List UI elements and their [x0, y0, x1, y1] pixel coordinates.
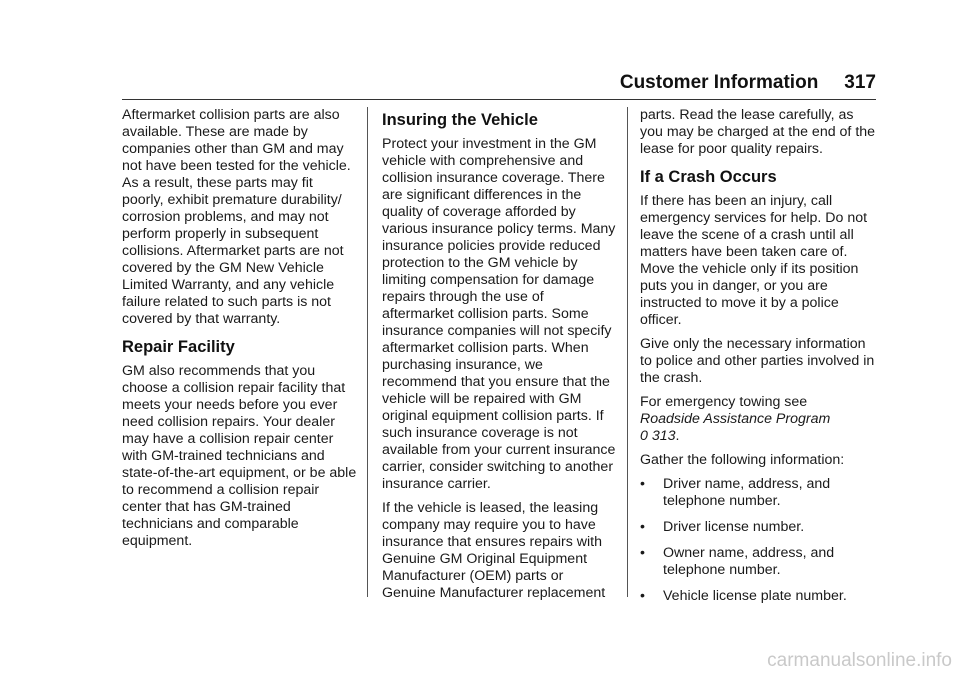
repair-facility-paragraph: GM also recommends that you choose a collision repair facility that meets your needs before you ever need collision repairs. Your dealer may have a collision repair center with GM-trained technicians and state-of-the-art equipment, or be able to recommend a collision repair center that has GM-trained technicians and comparable equipment. — [122, 363, 357, 549]
column-divider-2 — [627, 107, 628, 597]
aftermarket-paragraph: Aftermarket collision parts are also available. These are made by companies other than GM and may not have been tested for the vehicle. As a result, these parts may fit poorly, exhibit premature durability/ corrosion problems, and may not perform properly in subsequent collisions. Aftermarket parts are not covered by the GM New Vehicle Limited Warranty, and any vehicle failure related to such parts is not covered by that warranty. — [122, 107, 351, 327]
bullet-icon: • — [640, 519, 645, 535]
list-item-text: Driver name, address, and telephone number. — [663, 476, 831, 509]
insuring-paragraph: Protect your investment in the GM vehicle with comprehensive and collision insurance coverage. There are significant differences in the quality of coverage afforded by various insurance policy terms. Many insurance policies provide reduced protection to the GM vehicle by limiting compensation for damage repairs through the use of aftermarket collision parts. Some insurance companies will not specify aftermarket collision parts. When purchasing insurance, we recommend that you ensure that the vehicle will be repaired with GM original equipment collision parts. If such insurance coverage is not available from your current insurance carrier, consider switching to another insurance carrier. — [382, 136, 616, 492]
page-ref-icon: 0 — [640, 428, 648, 444]
list-item-text: Driver license number. — [663, 519, 805, 535]
bullet-icon: • — [640, 588, 645, 604]
watermark: carmanualsonline.info — [767, 650, 952, 671]
lease-continued-paragraph: parts. Read the lease carefully, as you may be charged at the end of the lease for poor quality repairs. — [640, 107, 876, 157]
page-ref-number[interactable]: 313 — [651, 428, 676, 444]
list-item-text: Owner name, address, and telephone number. — [663, 545, 835, 578]
column-left — [122, 107, 358, 557]
list-item — [640, 588, 876, 605]
leased-paragraph: If the vehicle is leased, the leasing company may require you to have insurance that ensures repairs with Genuine GM Original Equipment Manufacturer (OEM) parts or Genuine Manufacturer replacement — [382, 500, 606, 601]
page-number: 317 — [844, 72, 876, 93]
crash-paragraph: If there has been an injury, call emergency services for help. Do not leave the scene of a crash until all matters have been taken care of. Move the vehicle only if its position puts you in danger, or you are instructed to move it by a police officer. — [640, 193, 868, 328]
header-divider — [122, 99, 876, 100]
list-item — [640, 545, 876, 579]
towing-paragraph — [640, 394, 876, 445]
towing-prefix: For emergency towing see — [640, 394, 808, 410]
towing-end: . — [675, 428, 680, 444]
list-item — [640, 476, 876, 510]
police-paragraph: Give only the necessary information to police and other parties involved in the crash. — [640, 336, 875, 386]
roadside-assistance-link[interactable]: Roadside Assistance Program — [640, 411, 831, 427]
gather-info-paragraph: Gather the following information: — [640, 452, 845, 468]
bullet-icon: • — [640, 476, 645, 492]
repair-facility-heading: Repair Facility — [122, 338, 235, 356]
section-title: Customer Information — [619, 72, 819, 93]
bullet-icon: • — [640, 545, 645, 561]
list-item-text: Vehicle license plate number. — [663, 588, 847, 604]
column-divider-1 — [367, 107, 368, 597]
insuring-heading: Insuring the Vehicle — [382, 111, 538, 129]
info-list — [640, 476, 876, 605]
column-middle — [382, 107, 618, 609]
page-header — [0, 72, 876, 94]
list-item — [640, 519, 876, 536]
crash-heading: If a Crash Occurs — [640, 168, 777, 186]
column-right — [640, 107, 876, 614]
